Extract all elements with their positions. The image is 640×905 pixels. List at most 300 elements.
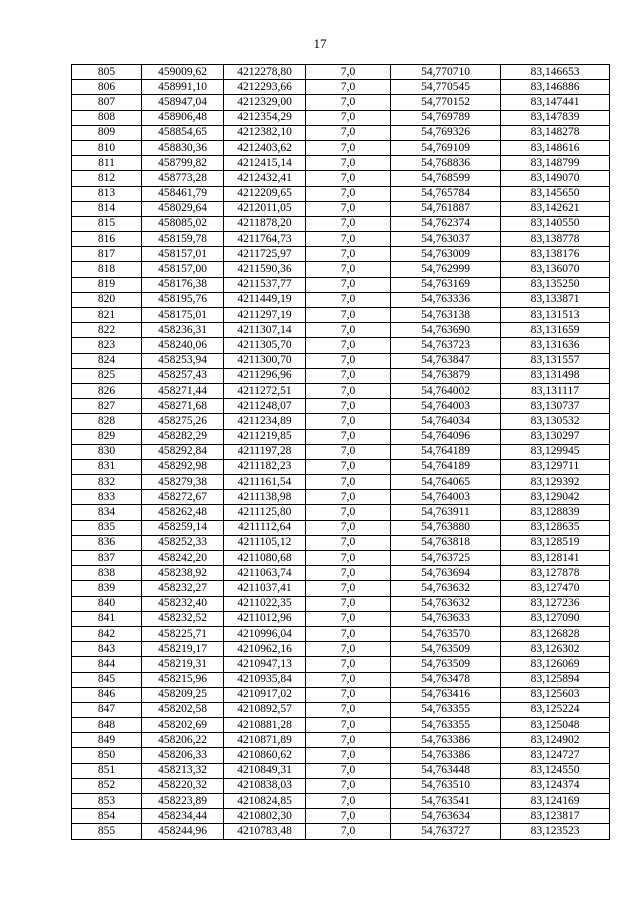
table-row (72, 262, 610, 277)
height-cell: 7,0 (306, 718, 391, 733)
latitude-cell: 54,770545 (391, 80, 501, 95)
x-coordinate-cell: 458236,31 (142, 323, 224, 338)
table-row (72, 459, 610, 474)
point-number-cell: 823 (72, 338, 142, 353)
point-number-cell: 812 (72, 171, 142, 186)
point-number-cell: 816 (72, 232, 142, 247)
y-coordinate-cell: 4211080,68 (224, 551, 306, 566)
y-coordinate-cell: 4210892,57 (224, 702, 306, 717)
longitude-cell: 83,125603 (501, 687, 610, 702)
y-coordinate-cell: 4211305,70 (224, 338, 306, 353)
y-coordinate-cell: 4211022,35 (224, 596, 306, 611)
x-coordinate-cell: 458085,02 (142, 216, 224, 231)
height-cell: 7,0 (306, 444, 391, 459)
longitude-cell: 83,129042 (501, 490, 610, 505)
point-number-cell: 841 (72, 611, 142, 626)
latitude-cell: 54,763138 (391, 308, 501, 323)
height-cell: 7,0 (306, 201, 391, 216)
height-cell: 7,0 (306, 824, 391, 839)
longitude-cell: 83,131513 (501, 308, 610, 323)
table-row (72, 201, 610, 216)
height-cell: 7,0 (306, 687, 391, 702)
point-number-cell: 849 (72, 733, 142, 748)
height-cell: 7,0 (306, 292, 391, 307)
y-coordinate-cell: 4212293,66 (224, 80, 306, 95)
table-row (72, 444, 610, 459)
table-row (72, 125, 610, 140)
height-cell: 7,0 (306, 596, 391, 611)
point-number-cell: 840 (72, 596, 142, 611)
point-number-cell: 825 (72, 368, 142, 383)
point-number-cell: 810 (72, 140, 142, 155)
x-coordinate-cell: 458225,71 (142, 626, 224, 641)
table-row (72, 748, 610, 763)
table-row (72, 429, 610, 444)
point-number-cell: 852 (72, 778, 142, 793)
table-row (72, 778, 610, 793)
latitude-cell: 54,764065 (391, 475, 501, 490)
page-number: 17 (313, 36, 327, 51)
latitude-cell: 54,763880 (391, 520, 501, 535)
y-coordinate-cell: 4211112,64 (224, 520, 306, 535)
table-row (72, 186, 610, 201)
point-number-cell: 844 (72, 657, 142, 672)
y-coordinate-cell: 4210935,84 (224, 672, 306, 687)
longitude-cell: 83,128141 (501, 551, 610, 566)
y-coordinate-cell: 4210860,62 (224, 748, 306, 763)
latitude-cell: 54,763632 (391, 581, 501, 596)
y-coordinate-cell: 4211248,07 (224, 399, 306, 414)
latitude-cell: 54,763690 (391, 323, 501, 338)
height-cell: 7,0 (306, 642, 391, 657)
height-cell: 7,0 (306, 566, 391, 581)
x-coordinate-cell: 458259,14 (142, 520, 224, 535)
y-coordinate-cell: 4212278,80 (224, 65, 306, 80)
table-row (72, 156, 610, 171)
x-coordinate-cell: 458242,20 (142, 551, 224, 566)
height-cell: 7,0 (306, 520, 391, 535)
y-coordinate-cell: 4211537,77 (224, 277, 306, 292)
longitude-cell: 83,127236 (501, 596, 610, 611)
x-coordinate-cell: 458257,43 (142, 368, 224, 383)
table-row (72, 657, 610, 672)
x-coordinate-cell: 458219,31 (142, 657, 224, 672)
longitude-cell: 83,128839 (501, 505, 610, 520)
height-cell: 7,0 (306, 110, 391, 125)
x-coordinate-cell: 458232,40 (142, 596, 224, 611)
height-cell: 7,0 (306, 429, 391, 444)
point-number-cell: 815 (72, 216, 142, 231)
latitude-cell: 54,763879 (391, 368, 501, 383)
height-cell: 7,0 (306, 581, 391, 596)
table-row (72, 596, 610, 611)
x-coordinate-cell: 458991,10 (142, 80, 224, 95)
y-coordinate-cell: 4211307,14 (224, 323, 306, 338)
height-cell: 7,0 (306, 125, 391, 140)
point-number-cell: 847 (72, 702, 142, 717)
longitude-cell: 83,136070 (501, 262, 610, 277)
x-coordinate-cell: 458176,38 (142, 277, 224, 292)
table-row (72, 824, 610, 839)
table-row (72, 383, 610, 398)
longitude-cell: 83,131636 (501, 338, 610, 353)
x-coordinate-cell: 458244,96 (142, 824, 224, 839)
latitude-cell: 54,764189 (391, 444, 501, 459)
latitude-cell: 54,770710 (391, 65, 501, 80)
longitude-cell: 83,138176 (501, 247, 610, 262)
point-number-cell: 838 (72, 566, 142, 581)
table-row (72, 323, 610, 338)
height-cell: 7,0 (306, 551, 391, 566)
y-coordinate-cell: 4211764,73 (224, 232, 306, 247)
x-coordinate-cell: 458175,01 (142, 308, 224, 323)
y-coordinate-cell: 4210824,85 (224, 794, 306, 809)
longitude-cell: 83,147839 (501, 110, 610, 125)
y-coordinate-cell: 4210871,89 (224, 733, 306, 748)
point-number-cell: 845 (72, 672, 142, 687)
point-number-cell: 818 (72, 262, 142, 277)
x-coordinate-cell: 458292,98 (142, 459, 224, 474)
point-number-cell: 837 (72, 551, 142, 566)
height-cell: 7,0 (306, 702, 391, 717)
latitude-cell: 54,763355 (391, 718, 501, 733)
x-coordinate-cell: 458773,28 (142, 171, 224, 186)
latitude-cell: 54,763355 (391, 702, 501, 717)
table-row (72, 763, 610, 778)
table-row (72, 626, 610, 641)
point-number-cell: 846 (72, 687, 142, 702)
longitude-cell: 83,145650 (501, 186, 610, 201)
latitude-cell: 54,763570 (391, 626, 501, 641)
height-cell: 7,0 (306, 338, 391, 353)
table-row (72, 95, 610, 110)
longitude-cell: 83,130532 (501, 414, 610, 429)
point-number-cell: 824 (72, 353, 142, 368)
x-coordinate-cell: 458271,44 (142, 383, 224, 398)
y-coordinate-cell: 4212329,00 (224, 95, 306, 110)
point-number-cell: 853 (72, 794, 142, 809)
latitude-cell: 54,763510 (391, 778, 501, 793)
x-coordinate-cell: 458029,64 (142, 201, 224, 216)
point-number-cell: 836 (72, 535, 142, 550)
table-row (72, 216, 610, 231)
point-number-cell: 807 (72, 95, 142, 110)
latitude-cell: 54,763336 (391, 292, 501, 307)
longitude-cell: 83,124374 (501, 778, 610, 793)
height-cell: 7,0 (306, 171, 391, 186)
latitude-cell: 54,763169 (391, 277, 501, 292)
y-coordinate-cell: 4211219,85 (224, 429, 306, 444)
longitude-cell: 83,131498 (501, 368, 610, 383)
y-coordinate-cell: 4210947,13 (224, 657, 306, 672)
longitude-cell: 83,125048 (501, 718, 610, 733)
longitude-cell: 83,142621 (501, 201, 610, 216)
latitude-cell: 54,764002 (391, 383, 501, 398)
height-cell: 7,0 (306, 323, 391, 338)
point-number-cell: 834 (72, 505, 142, 520)
point-number-cell: 843 (72, 642, 142, 657)
x-coordinate-cell: 458461,79 (142, 186, 224, 201)
longitude-cell: 83,131557 (501, 353, 610, 368)
x-coordinate-cell: 458279,38 (142, 475, 224, 490)
height-cell: 7,0 (306, 626, 391, 641)
latitude-cell: 54,763416 (391, 687, 501, 702)
y-coordinate-cell: 4211063,74 (224, 566, 306, 581)
latitude-cell: 54,768836 (391, 156, 501, 171)
y-coordinate-cell: 4210917,02 (224, 687, 306, 702)
height-cell: 7,0 (306, 399, 391, 414)
latitude-cell: 54,763541 (391, 794, 501, 809)
longitude-cell: 83,129392 (501, 475, 610, 490)
x-coordinate-cell: 458234,44 (142, 809, 224, 824)
latitude-cell: 54,762999 (391, 262, 501, 277)
longitude-cell: 83,135250 (501, 277, 610, 292)
latitude-cell: 54,763509 (391, 657, 501, 672)
longitude-cell: 83,138778 (501, 232, 610, 247)
y-coordinate-cell: 4211197,28 (224, 444, 306, 459)
y-coordinate-cell: 4211161,54 (224, 475, 306, 490)
table-row (72, 414, 610, 429)
latitude-cell: 54,764189 (391, 459, 501, 474)
point-number-cell: 811 (72, 156, 142, 171)
x-coordinate-cell: 458220,32 (142, 778, 224, 793)
longitude-cell: 83,129711 (501, 459, 610, 474)
y-coordinate-cell: 4211125,80 (224, 505, 306, 520)
latitude-cell: 54,763694 (391, 566, 501, 581)
longitude-cell: 83,127878 (501, 566, 610, 581)
table-row (72, 520, 610, 535)
x-coordinate-cell: 458292,84 (142, 444, 224, 459)
table-row (72, 809, 610, 824)
x-coordinate-cell: 458223,89 (142, 794, 224, 809)
longitude-cell: 83,148616 (501, 140, 610, 155)
x-coordinate-cell: 458272,67 (142, 490, 224, 505)
point-number-cell: 835 (72, 520, 142, 535)
height-cell: 7,0 (306, 95, 391, 110)
longitude-cell: 83,147441 (501, 95, 610, 110)
longitude-cell: 83,123523 (501, 824, 610, 839)
y-coordinate-cell: 4210849,31 (224, 763, 306, 778)
table-row (72, 247, 610, 262)
x-coordinate-cell: 458271,68 (142, 399, 224, 414)
y-coordinate-cell: 4212415,14 (224, 156, 306, 171)
x-coordinate-cell: 458830,36 (142, 140, 224, 155)
point-number-cell: 827 (72, 399, 142, 414)
point-number-cell: 855 (72, 824, 142, 839)
y-coordinate-cell: 4211037,41 (224, 581, 306, 596)
point-number-cell: 814 (72, 201, 142, 216)
point-number-cell: 848 (72, 718, 142, 733)
longitude-cell: 83,124550 (501, 763, 610, 778)
y-coordinate-cell: 4211297,19 (224, 308, 306, 323)
y-coordinate-cell: 4211182,23 (224, 459, 306, 474)
y-coordinate-cell: 4211449,19 (224, 292, 306, 307)
y-coordinate-cell: 4210881,28 (224, 718, 306, 733)
table-row (72, 140, 610, 155)
y-coordinate-cell: 4211272,51 (224, 383, 306, 398)
longitude-cell: 83,128635 (501, 520, 610, 535)
latitude-cell: 54,770152 (391, 95, 501, 110)
point-number-cell: 829 (72, 429, 142, 444)
table-row (72, 399, 610, 414)
y-coordinate-cell: 4210802,30 (224, 809, 306, 824)
longitude-cell: 83,124902 (501, 733, 610, 748)
height-cell: 7,0 (306, 353, 391, 368)
x-coordinate-cell: 458219,17 (142, 642, 224, 657)
point-number-cell: 821 (72, 308, 142, 323)
height-cell: 7,0 (306, 672, 391, 687)
point-number-cell: 826 (72, 383, 142, 398)
y-coordinate-cell: 4212403,62 (224, 140, 306, 155)
y-coordinate-cell: 4211590,36 (224, 262, 306, 277)
height-cell: 7,0 (306, 262, 391, 277)
table-row (72, 292, 610, 307)
height-cell: 7,0 (306, 490, 391, 505)
latitude-cell: 54,763037 (391, 232, 501, 247)
latitude-cell: 54,763911 (391, 505, 501, 520)
point-number-cell: 808 (72, 110, 142, 125)
latitude-cell: 54,762374 (391, 216, 501, 231)
height-cell: 7,0 (306, 368, 391, 383)
x-coordinate-cell: 458947,04 (142, 95, 224, 110)
point-number-cell: 850 (72, 748, 142, 763)
table-row (72, 611, 610, 626)
longitude-cell: 83,128519 (501, 535, 610, 550)
x-coordinate-cell: 458252,33 (142, 535, 224, 550)
latitude-cell: 54,763847 (391, 353, 501, 368)
latitude-cell: 54,763386 (391, 748, 501, 763)
height-cell: 7,0 (306, 414, 391, 429)
table-row (72, 475, 610, 490)
table-row (72, 353, 610, 368)
y-coordinate-cell: 4211725,97 (224, 247, 306, 262)
x-coordinate-cell: 458159,78 (142, 232, 224, 247)
x-coordinate-cell: 458213,32 (142, 763, 224, 778)
latitude-cell: 54,764003 (391, 490, 501, 505)
height-cell: 7,0 (306, 505, 391, 520)
table-row (72, 535, 610, 550)
height-cell: 7,0 (306, 232, 391, 247)
height-cell: 7,0 (306, 383, 391, 398)
longitude-cell: 83,140550 (501, 216, 610, 231)
y-coordinate-cell: 4211138,98 (224, 490, 306, 505)
x-coordinate-cell: 458209,25 (142, 687, 224, 702)
latitude-cell: 54,769326 (391, 125, 501, 140)
point-number-cell: 854 (72, 809, 142, 824)
longitude-cell: 83,133871 (501, 292, 610, 307)
height-cell: 7,0 (306, 216, 391, 231)
latitude-cell: 54,763634 (391, 809, 501, 824)
table-row (72, 277, 610, 292)
table-row (72, 718, 610, 733)
x-coordinate-cell: 458262,48 (142, 505, 224, 520)
coordinates-table-body (72, 65, 610, 840)
latitude-cell: 54,761887 (391, 201, 501, 216)
height-cell: 7,0 (306, 475, 391, 490)
x-coordinate-cell: 458232,52 (142, 611, 224, 626)
longitude-cell: 83,129945 (501, 444, 610, 459)
point-number-cell: 833 (72, 490, 142, 505)
longitude-cell: 83,146653 (501, 65, 610, 80)
table-row (72, 232, 610, 247)
x-coordinate-cell: 458906,48 (142, 110, 224, 125)
longitude-cell: 83,130737 (501, 399, 610, 414)
x-coordinate-cell: 458275,26 (142, 414, 224, 429)
height-cell: 7,0 (306, 733, 391, 748)
y-coordinate-cell: 4211012,96 (224, 611, 306, 626)
x-coordinate-cell: 458232,27 (142, 581, 224, 596)
point-number-cell: 842 (72, 626, 142, 641)
table-row (72, 642, 610, 657)
longitude-cell: 83,125894 (501, 672, 610, 687)
table-row (72, 171, 610, 186)
point-number-cell: 839 (72, 581, 142, 596)
longitude-cell: 83,126828 (501, 626, 610, 641)
x-coordinate-cell: 458202,58 (142, 702, 224, 717)
height-cell: 7,0 (306, 809, 391, 824)
height-cell: 7,0 (306, 778, 391, 793)
latitude-cell: 54,765784 (391, 186, 501, 201)
height-cell: 7,0 (306, 794, 391, 809)
table-row (72, 672, 610, 687)
point-number-cell: 809 (72, 125, 142, 140)
x-coordinate-cell: 458157,01 (142, 247, 224, 262)
x-coordinate-cell: 458195,76 (142, 292, 224, 307)
y-coordinate-cell: 4212354,29 (224, 110, 306, 125)
longitude-cell: 83,148278 (501, 125, 610, 140)
table-row (72, 110, 610, 125)
y-coordinate-cell: 4212382,10 (224, 125, 306, 140)
latitude-cell: 54,763386 (391, 733, 501, 748)
height-cell: 7,0 (306, 308, 391, 323)
height-cell: 7,0 (306, 459, 391, 474)
y-coordinate-cell: 4210996,04 (224, 626, 306, 641)
y-coordinate-cell: 4211300,70 (224, 353, 306, 368)
table-row (72, 308, 610, 323)
point-number-cell: 822 (72, 323, 142, 338)
height-cell: 7,0 (306, 748, 391, 763)
y-coordinate-cell: 4210962,16 (224, 642, 306, 657)
x-coordinate-cell: 458282,29 (142, 429, 224, 444)
x-coordinate-cell: 458854,65 (142, 125, 224, 140)
y-coordinate-cell: 4210783,48 (224, 824, 306, 839)
longitude-cell: 83,131659 (501, 323, 610, 338)
table-row (72, 80, 610, 95)
point-number-cell: 828 (72, 414, 142, 429)
table-row (72, 702, 610, 717)
height-cell: 7,0 (306, 140, 391, 155)
latitude-cell: 54,763009 (391, 247, 501, 262)
table-row (72, 368, 610, 383)
point-number-cell: 806 (72, 80, 142, 95)
latitude-cell: 54,763448 (391, 763, 501, 778)
longitude-cell: 83,124169 (501, 794, 610, 809)
y-coordinate-cell: 4211878,20 (224, 216, 306, 231)
longitude-cell: 83,130297 (501, 429, 610, 444)
longitude-cell: 83,127090 (501, 611, 610, 626)
height-cell: 7,0 (306, 657, 391, 672)
longitude-cell: 83,148799 (501, 156, 610, 171)
table-row (72, 566, 610, 581)
latitude-cell: 54,763632 (391, 596, 501, 611)
latitude-cell: 54,764034 (391, 414, 501, 429)
table-row (72, 65, 610, 80)
table-row (72, 490, 610, 505)
longitude-cell: 83,146886 (501, 80, 610, 95)
x-coordinate-cell: 458206,33 (142, 748, 224, 763)
height-cell: 7,0 (306, 611, 391, 626)
point-number-cell: 813 (72, 186, 142, 201)
